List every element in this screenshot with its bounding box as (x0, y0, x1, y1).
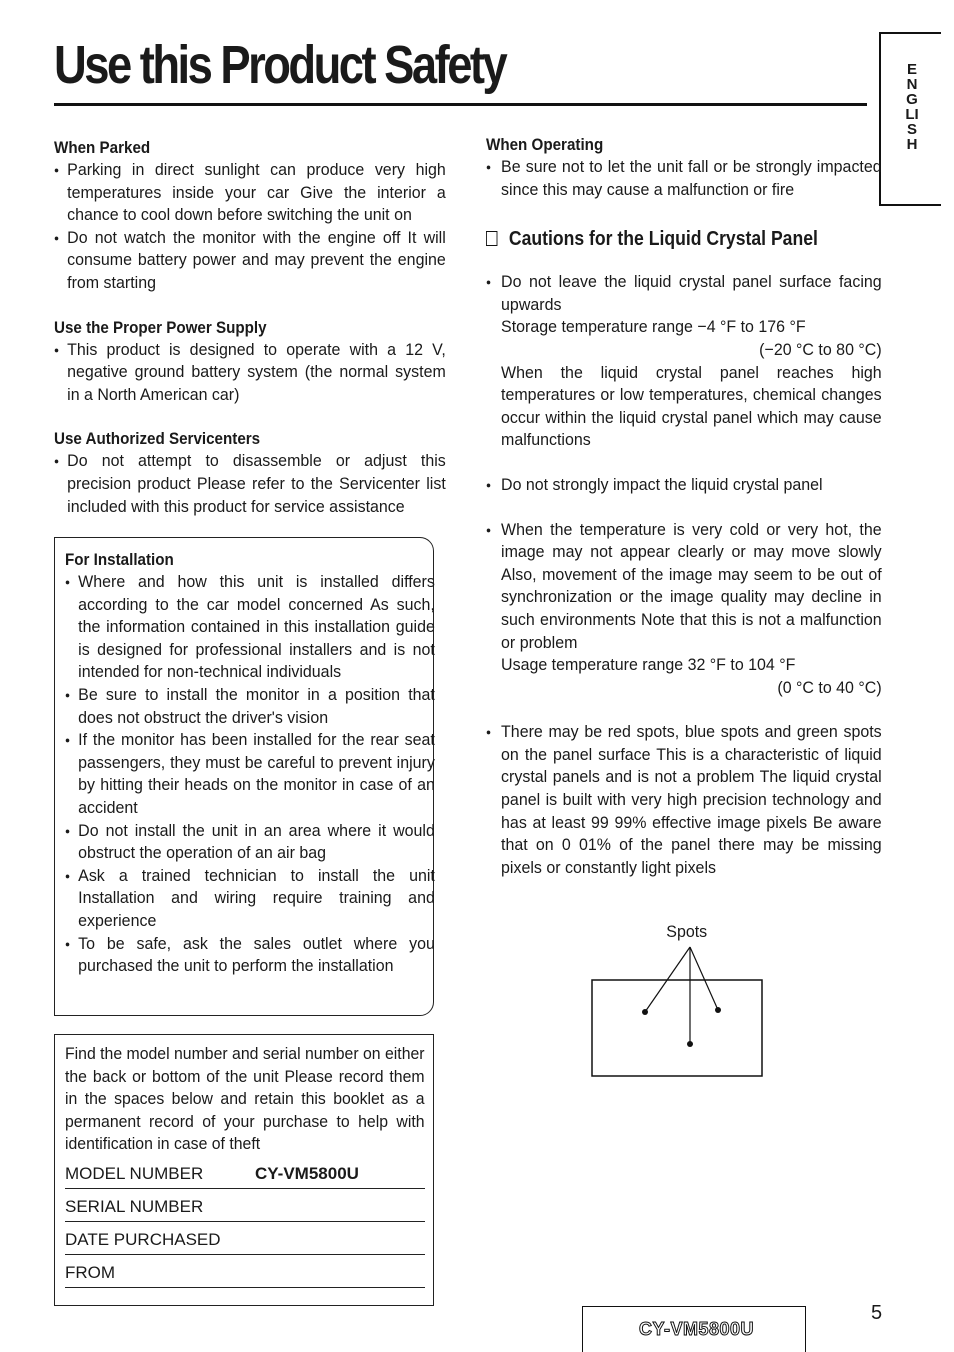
parked-item-1: ● Parking in direct sunlight can produce very high temperatures inside your car Give the interior a chance to cool down before switching the unit on (54, 159, 446, 227)
lcd-item-4: ● There may be red spots, blue spots and green spots on the panel surface This is a characteristic of liquid crystal panels and is not a problem The liquid crystal panel is built with very high precision technology and has at least 99 99% effective image pixels Be aware that on 0 01% of the panel there may be missing pixels or constantly light pixels (486, 721, 882, 879)
power-item-1: ● This product is designed to operate with a 12 V, negative ground battery system (the normal system in a North American car) (54, 339, 446, 407)
installation-heading: For Installation (65, 551, 174, 569)
lcd-item-1-text: When the liquid crystal panel reaches high temperatures or low temperatures, chemical changes occur within the liquid crystal panel which may cause malfunctions (501, 362, 882, 450)
record-row-date (65, 1222, 425, 1255)
record-label: SERIAL NUMBER (65, 1197, 204, 1217)
lcd-item-3: ● When the temperature is very cold or very hot, the image may not appear clearly or may move slowly Also, movement of the image may seem to be out of synchronization or the image quality may decline in such environments Note that this is not a malfunction or problem (486, 519, 882, 655)
spot-dot (687, 1041, 693, 1047)
lcd-caution-heading-text: Cautions for the Liquid Crystal Panel (508, 228, 818, 251)
install-item-5: ● Ask a trained technician to install the unit Installation and wiring require training and experience (65, 865, 435, 933)
language-tab-label: ENGLISH (905, 61, 919, 153)
title-rule (54, 103, 867, 106)
install-item-2: ● Be sure to install the monitor in a position that does not obstruct the driver's vision (65, 684, 435, 729)
record-value: CY-VM5800U (255, 1164, 359, 1184)
install-item-3: ● If the monitor has been installed for the rear seat passengers, they must be careful to prevent injury by hitting their heads on the monitor in case of an accident (65, 729, 435, 819)
panel-outline (592, 980, 762, 1076)
install-note: ● To be safe, ask the sales outlet where you purchased the unit to perform the installation (65, 933, 435, 978)
parked-item-2: ● Do not watch the monitor with the engine off It will consume battery power and may prevent the engine from starting (54, 227, 446, 295)
spots-diagram (590, 944, 766, 1080)
install-item-1: ● Where and how this unit is installed differs according to the car model concerned As such, the information contained in this installation guide is designed for professional installers and is not intended for non-technical individuals (65, 571, 435, 684)
record-label: MODEL NUMBER (65, 1164, 204, 1184)
language-tab (879, 32, 941, 206)
usage-range: Usage temperature range 32 °F to 104 °F (501, 655, 796, 675)
storage-range-celsius: (−20 °C to 80 °C) (759, 339, 882, 359)
power-supply-heading: Use the Proper Power Supply (54, 318, 267, 337)
spot-dot (715, 1007, 721, 1013)
spots-label: Spots (666, 922, 708, 941)
lcd-item-1: ● Do not leave the liquid crystal panel surface facing upwards (486, 271, 882, 316)
when-operating-heading: When Operating (486, 136, 604, 154)
left-column (54, 137, 446, 518)
page-title: Use this Product Safety (54, 35, 506, 95)
page-number: 5 (871, 1302, 883, 1324)
install-item-4: ● Do not install the unit in an area where it would obstruct the operation of an air bag (65, 820, 435, 865)
installation-box (54, 537, 434, 1016)
footer-model-box (582, 1306, 806, 1352)
right-column (486, 134, 882, 879)
record-row-from (65, 1255, 425, 1288)
purchase-record-box (54, 1034, 434, 1306)
checkbox-square-icon (486, 231, 497, 246)
operating-item: ● Be sure not to let the unit fall or be strongly impacted since this may cause a malfunction or fire (486, 156, 882, 201)
record-label: DATE PURCHASED (65, 1230, 221, 1250)
record-row-model (65, 1156, 425, 1189)
record-label: FROM (65, 1263, 116, 1283)
footer-model: CY-VM5800U (639, 1319, 755, 1339)
lcd-caution-heading (486, 227, 822, 251)
servicenters-heading: Use Authorized Servicenters (54, 430, 261, 449)
usage-range-celsius: (0 °C to 40 °C) (777, 677, 882, 697)
lcd-item-2: ● Do not strongly impact the liquid crystal panel (486, 474, 882, 497)
spot-dot (642, 1009, 648, 1015)
pointer-line-right (690, 947, 718, 1010)
storage-range: Storage temperature range −4 °F to 176 °F (501, 317, 806, 337)
when-parked-heading: When Parked (54, 139, 151, 157)
record-instructions: Find the model number and serial number on either the back or bottom of the unit Please record them in the spaces below and retain this booklet as a permanent record of your purchase to help with identification in case of theft (65, 1044, 425, 1154)
record-row-serial (65, 1189, 425, 1222)
service-item-1: ● Do not attempt to disassemble or adjust this precision product Please refer to the Servicenter list included with this product for service assistance (54, 450, 446, 518)
